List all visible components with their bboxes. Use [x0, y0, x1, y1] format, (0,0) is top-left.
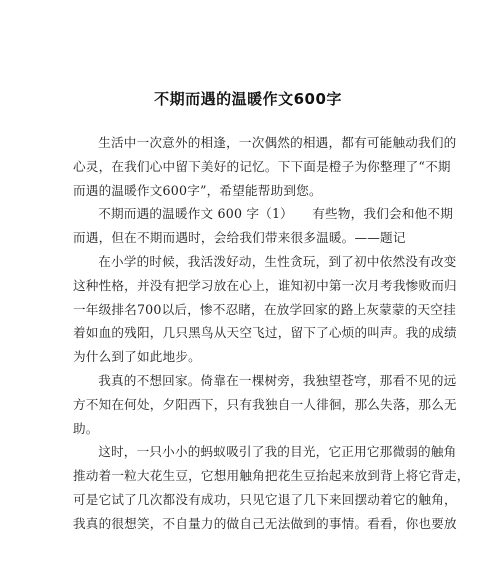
text-line: 生活中一次意外的相逢，一次偶然的相遇，都有可能触动我们的: [98, 135, 457, 150]
paragraph-intro: [73, 131, 457, 202]
text-line: 在小学的时候，我活泼好动，生性贪玩，到了初中依然没有改变: [98, 253, 457, 269]
text-line: 可是它试了几次都没有成功，只见它退了几下来回摆动着它的触角，: [73, 491, 457, 507]
paragraph-ant: [73, 440, 470, 535]
paragraph-heading: [73, 202, 453, 250]
text-line: 这时，一只小小的蚂蚁吸引了我的目光，它正用它那微弱的触角: [98, 444, 457, 460]
text-line: 心灵，在我们心中留下美好的记忆。下下面是橙子为你整理了“不期: [73, 158, 451, 174]
text-line: 而遇，但在不期而遇时，会给我们带来很多温暖。——题记: [73, 230, 406, 246]
text-line: 着如血的残阳，几只黑鸟从天空飞过，留下了心烦的叫声。我的成绩: [73, 325, 457, 341]
text-line: 为什么到了如此地步。: [73, 349, 201, 365]
paragraph-home: [73, 369, 457, 440]
text-line: 这种性格，并没有把学习放在心上，谁知初中第一次月考我惨败而归: [73, 277, 457, 293]
text-line: 而遇的温暖作文600字”，希望能帮助到您。: [73, 182, 322, 198]
document-body: [73, 131, 470, 536]
text-line: 方不知在何处，夕阳西下，只有我独自一人徘徊，那么失落，那么无: [73, 396, 457, 412]
text-line: 我真的很想笑，不自量力的做自己无法做到的事情。看看，你也要放: [73, 515, 457, 531]
text-line: 一年级排名700以后，惨不忍睹，在放学回家的路上灰蒙蒙的天空挂: [73, 301, 456, 317]
document-title: 不期而遇的温暖作文600字: [154, 90, 342, 108]
paragraph-school: [73, 250, 457, 369]
text-line: 助。: [73, 420, 99, 436]
text-line: 我真的不想回家。倚靠在一棵树旁，我独望苍穹，那看不见的远: [98, 372, 457, 388]
text-line: 不期而遇的温暖作文 600 字（1） 有些物，我们会和他不期: [98, 206, 453, 222]
text-line: 推动着一粒大花生豆，它想用触角把花生豆抬起来放到背上将它背走，: [73, 468, 470, 484]
